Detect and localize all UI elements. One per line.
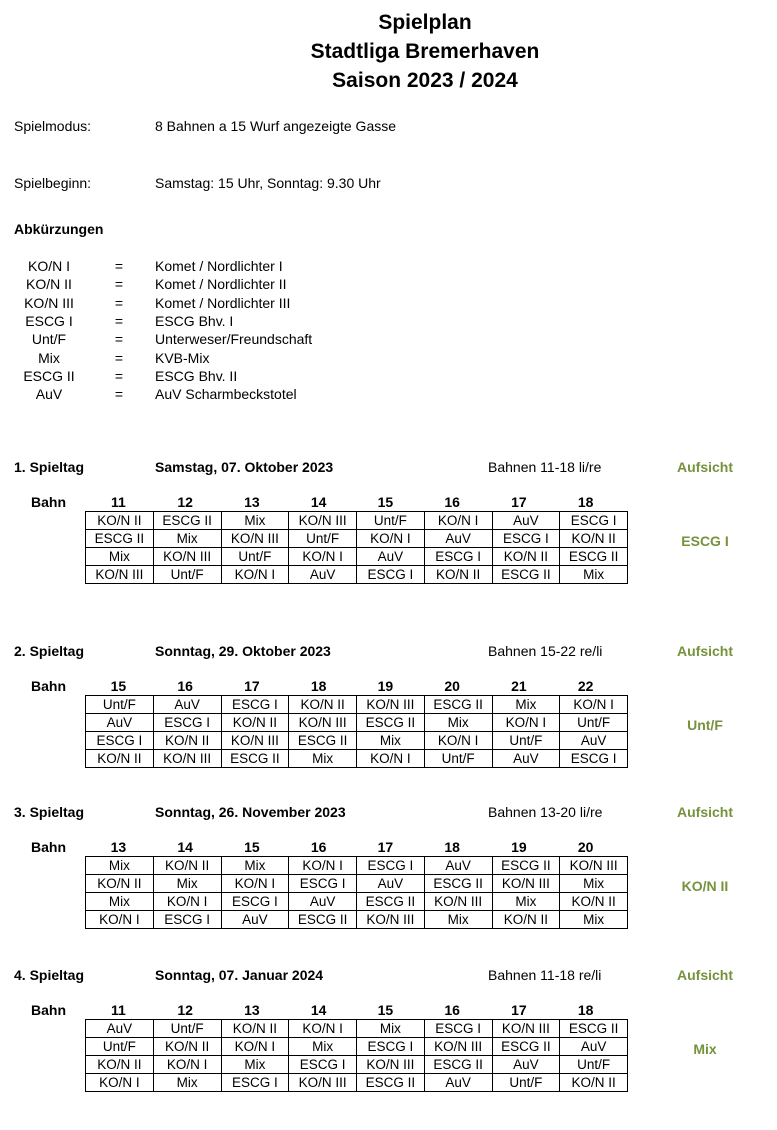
schedule-table (85, 1019, 628, 1092)
table-cell: Mix (153, 530, 221, 548)
table-cell: KO/N III (560, 857, 628, 875)
table-cell: KO/N I (221, 1038, 289, 1056)
table-cell: KO/N II (86, 512, 154, 530)
table-cell: Mix (424, 714, 492, 732)
table-row (86, 1038, 628, 1056)
table-cell: KO/N I (424, 512, 492, 530)
table-cell: Mix (357, 732, 425, 750)
lane-header (85, 839, 619, 857)
table-cell: ESCG II (492, 857, 560, 875)
aufsicht-team: Unt/F (687, 717, 723, 733)
table-cell: KO/N II (560, 893, 628, 911)
table-cell: ESCG I (492, 530, 560, 548)
equals-sign: = (114, 386, 124, 403)
abbreviation-key: Mix (38, 349, 60, 366)
table-cell: KO/N II (153, 1038, 221, 1056)
equals-sign: = (114, 294, 124, 311)
table-cell: AuV (492, 750, 560, 768)
table-cell: Mix (492, 893, 560, 911)
table-cell: KO/N III (221, 530, 289, 548)
table-cell: KO/N II (492, 911, 560, 929)
matchday-section (0, 459, 777, 599)
table-cell: KO/N III (153, 548, 221, 566)
table-cell: ESCG I (560, 512, 628, 530)
title-line: Spielplan (378, 11, 472, 34)
table-cell: KO/N II (86, 875, 154, 893)
table-cell: KO/N III (492, 875, 560, 893)
table-row (86, 857, 628, 875)
table-cell: KO/N II (86, 750, 154, 768)
abbreviation-value: ESCG Bhv. II (155, 367, 238, 384)
lane-number: 18 (577, 494, 594, 510)
table-cell: ESCG II (86, 530, 154, 548)
table-cell: Unt/F (560, 714, 628, 732)
abbreviations-heading: Abkürzungen (14, 221, 104, 237)
table-cell: KO/N I (357, 530, 425, 548)
table-row (86, 512, 628, 530)
matchday-section (0, 643, 777, 783)
table-cell: KO/N I (153, 893, 221, 911)
table-cell: ESCG I (153, 714, 221, 732)
aufsicht-label: Aufsicht (677, 804, 733, 820)
matchday-date: Sonntag, 07. Januar 2024 (155, 967, 324, 983)
table-cell: ESCG II (492, 1038, 560, 1056)
start-label: Spielbeginn: (14, 175, 92, 191)
lane-number: 19 (511, 839, 527, 855)
table-cell: Unt/F (86, 1038, 154, 1056)
table-cell: Mix (221, 1056, 289, 1074)
table-cell: ESCG II (424, 1056, 492, 1074)
table-cell: KO/N III (357, 911, 425, 929)
lane-number: 15 (110, 678, 127, 694)
table-cell: ESCG II (492, 566, 560, 584)
lane-number: 20 (577, 839, 594, 855)
lane-number: 14 (310, 1002, 327, 1018)
table-cell: AuV (153, 696, 221, 714)
matchday-section (0, 804, 777, 944)
abbreviation-key: KO/N II (26, 276, 72, 293)
table-cell: Mix (289, 750, 357, 768)
lane-number: 14 (177, 839, 193, 855)
abbreviation-key: AuV (35, 386, 63, 403)
table-cell: Unt/F (153, 1020, 221, 1038)
table-row (86, 893, 628, 911)
table-cell: KO/N I (221, 566, 289, 584)
matchday-lanes-info: Bahnen 11-18 re/li (488, 967, 602, 983)
table-cell: ESCG II (289, 911, 357, 929)
abbreviation-key: Unt/F (31, 331, 67, 348)
table-cell: ESCG I (221, 696, 289, 714)
matchday-title: 2. Spieltag (14, 643, 85, 659)
schedule-table (85, 695, 628, 768)
table-cell: ESCG II (357, 714, 425, 732)
table-cell: KO/N I (289, 857, 357, 875)
table-cell: AuV (86, 714, 154, 732)
table-cell: ESCG II (153, 512, 221, 530)
table-cell: KO/N II (221, 714, 289, 732)
lane-number: 16 (177, 678, 193, 694)
table-cell: Mix (86, 857, 154, 875)
table-cell: KO/N III (289, 1074, 357, 1092)
table-cell: KO/N III (86, 566, 154, 584)
abbreviation-value: ESCG Bhv. I (155, 312, 234, 329)
table-cell: Mix (424, 911, 492, 929)
table-row (86, 1020, 628, 1038)
table-cell: ESCG I (86, 732, 154, 750)
table-cell: ESCG II (424, 875, 492, 893)
lane-number: 18 (444, 839, 460, 855)
table-row (86, 1056, 628, 1074)
table-cell: Mix (289, 1038, 357, 1056)
schedule-table (85, 856, 628, 929)
table-cell: KO/N II (221, 1020, 289, 1038)
lane-number: 20 (444, 678, 460, 694)
table-cell: KO/N I (424, 732, 492, 750)
lane-number: 15 (377, 1002, 394, 1018)
table-cell: KO/N II (289, 696, 357, 714)
table-cell: KO/N III (153, 750, 221, 768)
table-cell: Mix (560, 566, 628, 584)
table-cell: AuV (424, 857, 492, 875)
lane-number: 17 (377, 839, 394, 855)
table-cell: AuV (289, 566, 357, 584)
lane-number: 17 (244, 678, 260, 694)
abbreviation-key: KO/N I (27, 258, 70, 274)
lane-number: 17 (511, 494, 527, 510)
schedule-table (85, 511, 628, 584)
matchday-title: 1. Spieltag (14, 459, 85, 475)
bahn-label: Bahn (31, 839, 66, 855)
lane-number: 15 (244, 839, 260, 855)
lane-header (85, 678, 619, 696)
aufsicht-label: Aufsicht (677, 459, 733, 475)
table-cell: ESCG II (221, 750, 289, 768)
lane-number: 11 (110, 494, 126, 510)
lane-number: 11 (110, 1002, 126, 1018)
lane-number: 17 (511, 1002, 527, 1018)
aufsicht-team: Mix (693, 1041, 717, 1057)
abbreviation-value: Unterweser/Freundschaft (155, 331, 313, 348)
table-cell: KO/N II (492, 548, 560, 566)
mode-value: 8 Bahnen a 15 Wurf angezeigte Gasse (155, 118, 397, 134)
table-cell: KO/N III (357, 696, 425, 714)
aufsicht-team: ESCG I (681, 533, 729, 549)
table-cell: ESCG I (221, 1074, 289, 1092)
bahn-label: Bahn (31, 1002, 66, 1018)
abbreviation-value: KVB-Mix (155, 349, 210, 366)
table-cell: Unt/F (492, 732, 560, 750)
table-row (86, 875, 628, 893)
table-cell: Mix (560, 911, 628, 929)
bahn-label: Bahn (31, 678, 66, 694)
table-cell: AuV (221, 911, 289, 929)
abbreviation-value: Komet / Nordlichter I (155, 258, 283, 274)
table-cell: Mix (492, 696, 560, 714)
table-cell: ESCG I (289, 1056, 357, 1074)
lane-number: 21 (511, 678, 527, 694)
table-cell: ESCG I (289, 875, 357, 893)
table-cell: AuV (560, 1038, 628, 1056)
table-cell: AuV (357, 548, 425, 566)
abbreviation-value: Komet / Nordlichter II (155, 276, 287, 293)
table-cell: AuV (424, 530, 492, 548)
matchday-date: Sonntag, 26. November 2023 (155, 804, 346, 820)
table-row (86, 566, 628, 584)
table-cell: KO/N I (86, 911, 154, 929)
table-cell: KO/N III (424, 1038, 492, 1056)
start-value: Samstag: 15 Uhr, Sonntag: 9.30 Uhr (155, 175, 381, 191)
table-cell: KO/N I (492, 714, 560, 732)
table-cell: KO/N III (492, 1020, 560, 1038)
equals-sign: = (114, 349, 124, 366)
table-cell: KO/N II (560, 1074, 628, 1092)
table-cell: KO/N II (86, 1056, 154, 1074)
lane-number: 14 (310, 494, 327, 510)
aufsicht-label: Aufsicht (677, 643, 733, 659)
table-cell: KO/N II (560, 530, 628, 548)
table-cell: KO/N I (221, 875, 289, 893)
table-row (86, 911, 628, 929)
table-cell: ESCG I (357, 857, 425, 875)
abbreviation-key: ESCG II (23, 367, 75, 384)
table-row (86, 1074, 628, 1092)
equals-sign: = (114, 312, 124, 329)
lane-number: 15 (377, 494, 394, 510)
table-cell: ESCG I (153, 911, 221, 929)
table-cell: KO/N III (424, 893, 492, 911)
table-cell: KO/N I (153, 1056, 221, 1074)
table-row (86, 548, 628, 566)
equals-sign: = (114, 367, 124, 384)
table-cell: Unt/F (86, 696, 154, 714)
table-cell: ESCG I (357, 566, 425, 584)
table-cell: KO/N II (153, 857, 221, 875)
table-cell: KO/N III (357, 1056, 425, 1074)
title-line: Saison 2023 / 2024 (332, 69, 518, 92)
lane-header (85, 494, 619, 512)
table-cell: ESCG I (424, 1020, 492, 1038)
table-row (86, 530, 628, 548)
matchday-lanes-info: Bahnen 15-22 re/li (488, 643, 603, 659)
lane-number: 19 (377, 678, 394, 694)
lane-number: 13 (244, 494, 260, 510)
matchday-title: 4. Spieltag (14, 967, 85, 983)
aufsicht-team: KO/N II (681, 878, 729, 894)
table-cell: Mix (86, 548, 154, 566)
lane-number: 18 (577, 1002, 594, 1018)
table-cell: Unt/F (357, 512, 425, 530)
table-cell: Unt/F (560, 1056, 628, 1074)
bahn-label: Bahn (31, 494, 66, 510)
lane-number: 22 (577, 678, 594, 694)
table-cell: AuV (289, 893, 357, 911)
abbreviation-key: ESCG I (25, 312, 73, 329)
table-cell: KO/N I (357, 750, 425, 768)
aufsicht-label: Aufsicht (677, 967, 733, 983)
matchday-section (0, 967, 777, 1107)
table-cell: ESCG II (357, 1074, 425, 1092)
table-cell: AuV (492, 1056, 560, 1074)
table-cell: Unt/F (289, 530, 357, 548)
table-cell: Mix (153, 1074, 221, 1092)
abbreviation-key: KO/N III (24, 294, 74, 311)
table-cell: KO/N I (289, 548, 357, 566)
lane-number: 16 (444, 1002, 460, 1018)
table-row (86, 714, 628, 732)
mode-label: Spielmodus: (14, 118, 92, 134)
table-cell: KO/N I (289, 1020, 357, 1038)
lane-number: 16 (444, 494, 460, 510)
table-row (86, 696, 628, 714)
table-cell: AuV (357, 875, 425, 893)
table-cell: Mix (153, 875, 221, 893)
table-cell: ESCG I (424, 548, 492, 566)
table-cell: KO/N III (289, 714, 357, 732)
lane-number: 12 (177, 1002, 193, 1018)
table-cell: Mix (86, 893, 154, 911)
table-cell: KO/N III (221, 732, 289, 750)
table-cell: KO/N I (86, 1074, 154, 1092)
matchday-title: 3. Spieltag (14, 804, 85, 820)
table-cell: ESCG II (424, 696, 492, 714)
table-cell: ESCG II (560, 1020, 628, 1038)
table-cell: ESCG I (357, 1038, 425, 1056)
table-cell: Unt/F (153, 566, 221, 584)
lane-number: 13 (110, 839, 127, 855)
table-cell: KO/N II (424, 566, 492, 584)
table-cell: KO/N II (153, 732, 221, 750)
equals-sign: = (114, 258, 124, 274)
table-cell: ESCG II (289, 732, 357, 750)
table-cell: Mix (221, 512, 289, 530)
abbreviation-value: Komet / Nordlichter III (155, 294, 291, 311)
table-cell: ESCG II (357, 893, 425, 911)
equals-sign: = (114, 331, 124, 348)
table-cell: Unt/F (492, 1074, 560, 1092)
matchday-lanes-info: Bahnen 11-18 li/re (488, 459, 602, 475)
table-cell: Unt/F (424, 750, 492, 768)
table-cell: ESCG I (221, 893, 289, 911)
table-cell: ESCG II (560, 548, 628, 566)
matchday-date: Samstag, 07. Oktober 2023 (155, 459, 334, 475)
table-cell: AuV (492, 512, 560, 530)
table-row (86, 750, 628, 768)
table-cell: Mix (357, 1020, 425, 1038)
lane-number: 13 (244, 1002, 260, 1018)
table-cell: Mix (560, 875, 628, 893)
matchday-lanes-info: Bahnen 13-20 li/re (488, 804, 603, 820)
table-cell: Unt/F (221, 548, 289, 566)
table-cell: KO/N III (289, 512, 357, 530)
table-cell: AuV (86, 1020, 154, 1038)
lane-number: 12 (177, 494, 193, 510)
matchday-date: Sonntag, 29. Oktober 2023 (155, 643, 331, 659)
table-row (86, 732, 628, 750)
equals-sign: = (114, 276, 124, 293)
lane-number: 16 (310, 839, 327, 855)
abbreviation-value: AuV Scharmbeckstotel (155, 386, 297, 403)
table-cell: Mix (221, 857, 289, 875)
table-cell: AuV (424, 1074, 492, 1092)
table-cell: AuV (560, 732, 628, 750)
lane-number: 18 (310, 678, 327, 694)
lane-header (85, 1002, 619, 1020)
table-cell: ESCG I (560, 750, 628, 768)
title-line: Stadtliga Bremerhaven (310, 40, 540, 63)
document-title (300, 8, 550, 95)
table-cell: KO/N I (560, 696, 628, 714)
